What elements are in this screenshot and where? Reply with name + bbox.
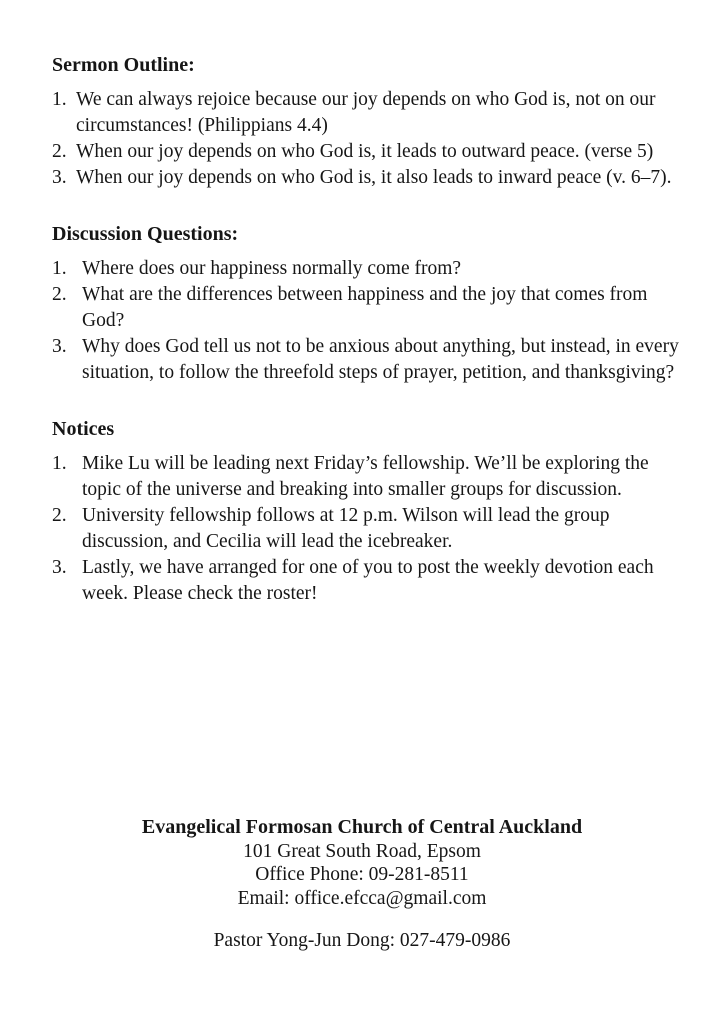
sermon-outline-heading: Sermon Outline: <box>52 54 195 76</box>
list-item-text: Why does God tell us not to be anxious about anything, but instead, in every situation, to follow the threefold steps of prayer, petition, and thanksgiving? <box>82 336 679 383</box>
list-item-text: University fellowship follows at 12 p.m. Wilson will lead the group discussion, and Cecilia will lead the icebreaker. <box>82 505 610 552</box>
office-email: Email: office.efcca@gmail.com <box>237 887 487 909</box>
list-item-number: 2. <box>52 505 67 526</box>
church-address: 101 Great South Road, Epsom <box>243 840 481 862</box>
office-phone: Office Phone: 09-281-8511 <box>255 864 469 885</box>
list-item <box>52 256 692 282</box>
list-item-number: 2. <box>52 284 67 305</box>
list-item-text: We can always rejoice because our joy depends on who God is, not on our circumstances! (Philippians 4.4) <box>76 89 656 136</box>
document-content <box>52 52 692 637</box>
list-item-text: When our joy depends on who God is, it leads to outward peace. (verse 5) <box>76 141 654 162</box>
discussion-questions-heading: Discussion Questions: <box>52 223 239 245</box>
section-sermon-outline <box>52 52 692 191</box>
section-notices <box>52 416 692 607</box>
list-item-text: What are the differences between happiness and the joy that comes from God? <box>82 284 648 331</box>
list-item-text: When our joy depends on who God is, it also leads to inward peace (v. 6–7). <box>76 167 672 188</box>
notices-heading: Notices <box>52 418 115 440</box>
list-item-number: 1. <box>52 258 67 279</box>
list-item <box>52 334 692 386</box>
list-item <box>52 282 692 334</box>
list-item-text: Where does our happiness normally come from? <box>82 258 462 279</box>
list-item <box>52 451 692 503</box>
sermon-outline-list <box>52 87 692 191</box>
list-item <box>52 165 692 191</box>
list-item-number: 3. <box>52 336 67 357</box>
pastor-contact: Pastor Yong-Jun Dong: 027-479-0986 <box>213 930 511 951</box>
list-item-number: 3. <box>52 167 67 188</box>
list-item-number: 1. <box>52 453 67 474</box>
list-item-number: 2. <box>52 141 67 162</box>
discussion-questions-list <box>52 256 692 386</box>
church-name: Evangelical Formosan Church of Central Auckland <box>141 816 583 838</box>
footer-contact-block <box>0 816 724 953</box>
list-item <box>52 87 692 139</box>
section-discussion-questions <box>52 221 692 386</box>
list-item-number: 1. <box>52 89 67 110</box>
list-item <box>52 555 692 607</box>
list-item-text: Mike Lu will be leading next Friday’s fellowship. We’ll be exploring the topic of the universe and breaking into smaller groups for discussion. <box>82 453 649 500</box>
list-item-text: Lastly, we have arranged for one of you to post the weekly devotion each week. Please check the roster! <box>82 557 654 604</box>
list-item <box>52 503 692 555</box>
list-item <box>52 139 692 165</box>
notices-list <box>52 451 692 607</box>
list-item-number: 3. <box>52 557 67 578</box>
